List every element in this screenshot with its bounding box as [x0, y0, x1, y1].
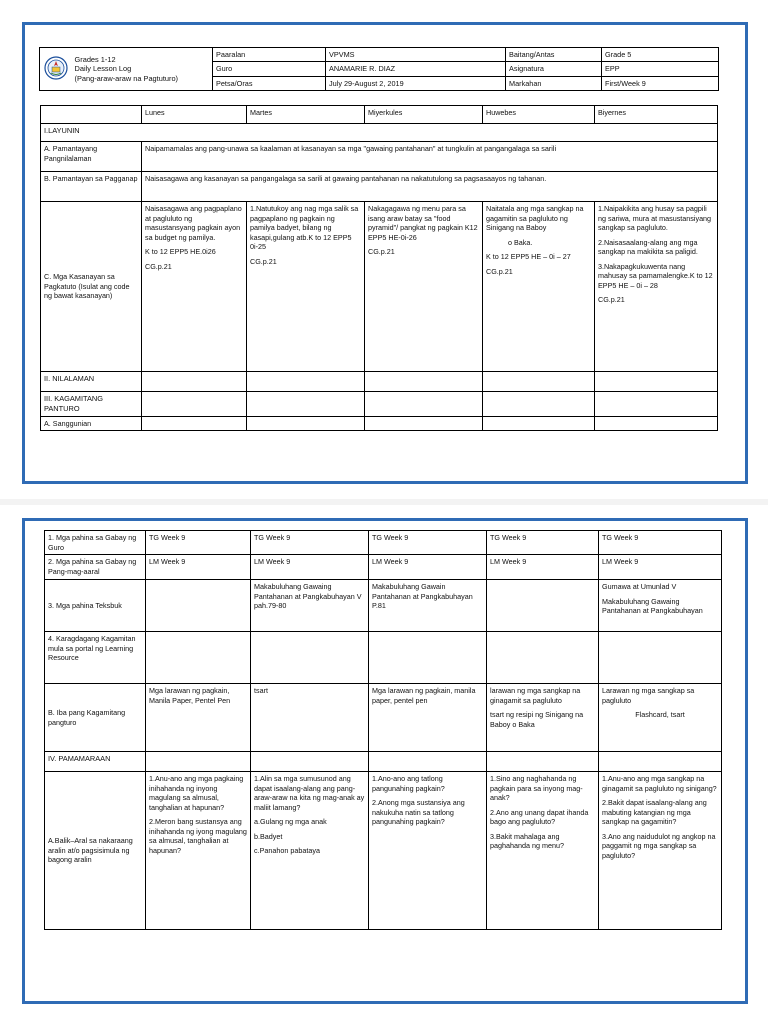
pagtuturo-line: (Pang-araw-araw na Pagtuturo) — [74, 73, 179, 83]
header-label: Petsa/Oras — [213, 76, 326, 90]
section-pamamaraan: IV. PAMAMARAAN — [45, 752, 146, 772]
row-label-kasanayan: C. Mga Kasanayan sa Pagkatuto (Isulat ang code ng bawat kasanayan) — [41, 202, 142, 372]
header-label: Markahan — [506, 76, 602, 90]
gabay-guro-value: TG Week 9 — [251, 531, 369, 555]
kasanayan-cg: CG.p.21 — [486, 266, 513, 276]
balik-aral-martes — [251, 772, 369, 930]
iba-pang-text: Flashcard, tsart — [635, 710, 685, 719]
page-separator — [0, 499, 768, 505]
pamantayang-pangnilalaman-text: Naipamamalas ang pang-unawa sa kaalaman at kasanayan sa mga "gawaing pantahanan" at tungkulin at pangangalaga sa sarili — [142, 142, 718, 172]
iba-pang-text: Larawan ng mga sangkap sa pagluluto — [602, 686, 695, 705]
row-label-iba-pang-kagamitan: B. Iba pang Kagamitang pangturo — [45, 684, 146, 752]
iba-pang-huwebes — [487, 684, 599, 752]
row-label-karagdagang: 4. Karagdagang Kagamitan mula sa portal ng Learning Resource — [45, 632, 146, 684]
gabay-mag-aaral-value: LM Week 9 — [599, 555, 722, 580]
balik-aral-choice: a.Gulang ng mga anak — [254, 817, 327, 826]
kasanayan-cg: CG.p.21 — [368, 247, 395, 256]
header-value: July 29-August 2, 2019 — [326, 76, 506, 90]
row-label-teksbuk: 3. Mga pahina Teksbuk — [45, 580, 146, 632]
row-label-gabay-guro: 1. Mga pahina sa Gabay ng Guro — [45, 531, 146, 555]
kasanayan-text: 1.Natutukoy ang nag mga salik sa pagpaplano ng pagkain ng pamilya badyet, bilang ng kasapi,gulang atb.K to 12 EPP5 0i-25 — [250, 204, 359, 251]
header-label: Asignatura — [506, 62, 602, 76]
balik-aral-question: 2.Anong mga sustansiya ang nakukuha natin sa tatlong pangunahing pagkain? — [372, 798, 465, 826]
balik-aral-lunes — [146, 772, 251, 930]
gabay-guro-value: TG Week 9 — [146, 531, 251, 555]
header-value: VPVMS — [326, 48, 506, 62]
gabay-mag-aaral-value: LM Week 9 — [369, 555, 487, 580]
header-label: Guro — [213, 62, 326, 76]
balik-aral-huwebes — [487, 772, 599, 930]
section-layunin: I.LAYUNIN — [41, 124, 718, 142]
day-header-biyernes: Biyernes — [595, 106, 718, 124]
kasanayan-cg: CG.p.21 — [598, 295, 625, 304]
school-title-block — [72, 48, 213, 91]
deped-seal-icon — [44, 56, 68, 80]
kasanayan-miyerkules — [365, 202, 483, 372]
balik-aral-question: 2.Meron bang sustansya ang inihahanda ng iyong magulang sa almusal, tanghalian at hapunan? — [149, 817, 247, 855]
kasanayan-text: Naitatala ang mga sangkap na gagamitin sa pagluluto ng Sinigang na Baboy — [486, 204, 584, 232]
day-header-miyerkules: Miyerkules — [365, 106, 483, 124]
header-label: Baitang/Antas — [506, 48, 602, 62]
gabay-mag-aaral-value: LM Week 9 — [251, 555, 369, 580]
row-label-gabay-mag-aaral: 2. Mga pahina sa Gabay ng Pang-mag-aaral — [45, 555, 146, 580]
daily-lesson-log-line: Daily Lesson Log — [74, 64, 132, 74]
gabay-guro-value: TG Week 9 — [369, 531, 487, 555]
kasanayan-code: K to 12 EPP5 HE – 0i – 27 — [486, 252, 571, 261]
balik-aral-question: 3.Bakit mahalaga ang paghahanda ng menu? — [490, 831, 564, 850]
grades-line: Grades 1-12 — [74, 54, 116, 64]
balik-aral-question: 1.Anu-ano ang mga pagkaing inihahanda ng inyong magulang sa almusal, tanghalian at hapunan? — [149, 774, 244, 812]
balik-aral-question: 1.Alin sa mga sumusunod ang dapat isaalang-alang ang pang-araw-araw na kita ng mag-anak ay maliit lamang? — [254, 774, 365, 812]
iba-pang-lunes: Mga larawan ng pagkain, Manila Paper, Pentel Pen — [146, 684, 251, 752]
balik-aral-question: 1.Ano-ano ang tatlong pangunahing pagkain? — [372, 774, 445, 793]
kasanayan-martes — [247, 202, 365, 372]
header-value: EPP — [602, 62, 719, 76]
section-nilalaman: II. NILALAMAN — [41, 372, 142, 392]
kasanayan-lunes — [142, 202, 247, 372]
kasanayan-text: Naisasagawa ang pagpaplano at pagluluto ng masustansyang pagkain ayon sa budget ng pamilya. — [145, 204, 242, 242]
balik-aral-question: 3.Ano ang naidudulot ng angkop na paggamit ng mga sangkap sa pagluluto? — [602, 831, 716, 860]
balik-aral-choice: c.Panahon pabataya — [254, 846, 320, 855]
iba-pang-biyernes — [599, 684, 722, 752]
kasanayan-text: 2.Naisasaalang-alang ang mga sangkap na makikita sa paligid. — [598, 237, 698, 256]
balik-aral-choice: b.Badyet — [254, 831, 283, 841]
row-label-pamantayang-pangnilalaman: A. Pamantayang Pangnilalaman — [41, 142, 142, 172]
lesson-log-page-1 — [22, 22, 748, 484]
iba-pang-text: larawan ng mga sangkap na ginagamit sa pagluluto — [490, 686, 581, 705]
header-value: First/Week 9 — [602, 76, 719, 90]
teksbuk-text: Gumawa at Umunlad V — [602, 582, 677, 591]
gabay-mag-aaral-value: LM Week 9 — [487, 555, 599, 580]
lesson-log-table-1 — [40, 105, 718, 431]
teksbuk-text: Makabuluhang Gawaing Pantahanan at Pangkabuhayan — [602, 596, 703, 615]
gabay-mag-aaral-value: LM Week 9 — [146, 555, 251, 580]
lesson-log-page-2 — [22, 518, 748, 1004]
teksbuk-miyerkules: Makabuluhang Gawain Pantahanan at Pangkabuhayan P.81 — [369, 580, 487, 632]
iba-pang-miyerkules: Mga larawan ng pagkain, manila paper, pentel pen — [369, 684, 487, 752]
teksbuk-biyernes — [599, 580, 722, 632]
balik-aral-question: 1.Anu-ano ang mga sangkap na ginagamit sa pagluluto ng sinigang? — [602, 774, 717, 793]
header-label: Paaralan — [213, 48, 326, 62]
kasanayan-huwebes — [483, 202, 595, 372]
gabay-guro-value: TG Week 9 — [487, 531, 599, 555]
teksbuk-martes: Makabuluhang Gawaing Pantahanan at Pangkabuhayan V pah.79-80 — [251, 580, 369, 632]
day-header-lunes: Lunes — [142, 106, 247, 124]
balik-aral-question: 2.Ano ang unang dapat ihanda bago ang pagluluto? — [490, 807, 589, 826]
lesson-log-table-2 — [44, 530, 722, 930]
kasanayan-text: o Baka. — [508, 237, 533, 247]
kasanayan-text: 3.Nakapagkukuwenta nang mahusay sa pamamalengke.K to 12 EPP5 HE – 0i – 28 — [598, 261, 713, 290]
header-value: ANAMARIE R. DIAZ — [326, 62, 506, 76]
header-table — [39, 47, 719, 91]
day-header-martes: Martes — [247, 106, 365, 124]
kasanayan-biyernes — [595, 202, 718, 372]
kasanayan-cg: CG.p.21 — [250, 256, 277, 266]
balik-aral-question: 1.Sino ang naghahanda ng pagkain para sa inyong mag-anak? — [490, 774, 583, 802]
row-label-pamantayan-sa-pagganap: B. Pamantayan sa Pagganap — [41, 172, 142, 202]
balik-aral-question: 2.Bakit dapat isaalang-alang ang mabuting katangian ng mga sangkap na gagamitin? — [602, 798, 707, 826]
row-label-sanggunian: A. Sanggunian — [41, 416, 142, 431]
kasanayan-text: Nakagagawa ng menu para sa isang araw batay sa "food pyramid"/ pangkat ng pagkain K12 EPP5 HE-0i-26 — [368, 204, 478, 242]
header-value: Grade 5 — [602, 48, 719, 62]
iba-pang-text: tsart ng resipi ng Sinigang na Baboy o Baka — [490, 710, 584, 729]
kasanayan-text: 1.Naipakikita ang husay sa pagpili ng sariwa, mura at masustansiyang sangkap sa pagluluto. — [598, 204, 712, 232]
row-label-balik-aral: A.Balik–Aral sa nakaraang aralin at/o pagsisimula ng bagong aralin — [45, 772, 146, 930]
kasanayan-cg: CG.p.21 — [145, 261, 172, 271]
section-kagamitang-panturo: III. KAGAMITANG PANTURO — [41, 392, 142, 417]
pamantayan-sa-pagganap-text: Naisasagawa ang kasanayan sa pangangalaga sa sarili at gawaing pantahanan na nakatutulong sa pagsasaayos ng tahanan. — [142, 172, 718, 202]
day-header-huwebes: Huwebes — [483, 106, 595, 124]
balik-aral-miyerkules — [369, 772, 487, 930]
gabay-guro-value: TG Week 9 — [599, 531, 722, 555]
iba-pang-martes: tsart — [251, 684, 369, 752]
kasanayan-code: K to 12 EPP5 HE.0i26 — [145, 247, 216, 256]
deped-seal-cell — [40, 48, 72, 91]
balik-aral-biyernes — [599, 772, 722, 930]
